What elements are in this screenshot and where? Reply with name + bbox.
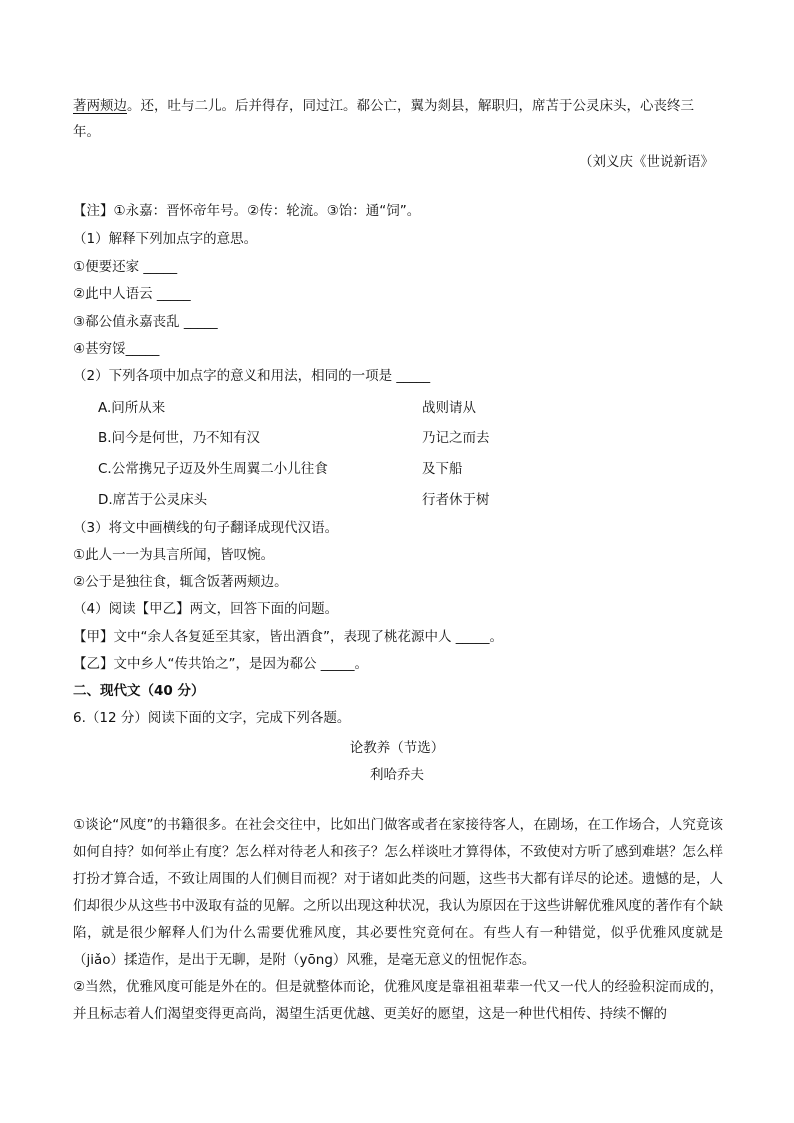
q2-option-a-right: 战则请从 <box>422 400 476 416</box>
article-paragraph-1: ①谈论“风度”的书籍很多。在社会交往中，比如出门做客或者在家接待客人，在剧场，在工作场合，人究竟该如何自持？如何举止有度？怎么样对待老人和孩子？怎么样谈吐才算得体，不致使对方听了感到难堪？怎么样打扮才算合适，不致让周围的人们侧目而视？对于诸如此类的问题，这些书大都有详尽的论述。遗憾的是，人们却很少从这些书中汲取有益的见解。之所以出现这种状况，我认为原因在于这些讲解优雅风度的著作有个缺陷，就是很少解释人们为什么需要优雅风度，其必要性究竟何在。有些人有一种错觉，似乎优雅风度就是（jiǎo）揉造作，是出于无聊，是附（yōng）风雅，是毫无意义的忸怩作态。 <box>73 817 723 968</box>
passage-line-1 <box>73 96 694 116</box>
q2-option-d-left: D.席苫于公灵床头 <box>98 492 208 508</box>
q4-item-jia: 【甲】文中“余人各复延至其家，皆出酒食”，表现了桃花源中人 _____。 <box>73 629 504 645</box>
q1-item: ②此中人语云 _____ <box>73 286 191 302</box>
question-6-stem: 6.（12 分）阅读下面的文字，完成下列各题。 <box>73 710 351 726</box>
q3-item: ②公于是独往食，辄含饭著两颊边。 <box>73 574 288 590</box>
article-paragraph-2: ②当然，优雅风度可能是外在的。但是就整体而论，优雅风度是靠祖祖辈辈一代又一代人的经验积淀而成的，并且标志着人们渴望变得更高尚，渴望生活更优越、更美好的愿望，这是一种世代相传、持续不懈的 <box>73 979 723 1022</box>
passage-text: 。还，吐与二儿。后并得存，同过江。郗公亡，翼为剡县，解职归，席苫于公灵床头，心丧终三 <box>127 98 694 114</box>
section-heading: 二、现代文（40 分） <box>73 683 205 699</box>
q2-option-c-left: C.公常携兄子迈及外生周翼二小儿往食 <box>98 461 328 477</box>
q2-option-c-right: 及下船 <box>422 461 463 477</box>
q4-item-yi: 【乙】文中乡人“传共饴之”，是因为郗公 _____。 <box>73 656 369 672</box>
q2-option-b-left: B.问今是何世，乃不知有汉 <box>98 430 261 446</box>
article-author: 利哈乔夫 <box>370 767 424 783</box>
q1-item: ④甚穷馁_____ <box>73 341 160 357</box>
passage-line-2: 年。 <box>73 124 100 140</box>
article-title: 论教养（节选） <box>349 740 445 756</box>
q1-item: ③郗公值永嘉丧乱 _____ <box>73 314 218 330</box>
q1-item: ①便要还家 _____ <box>73 259 178 275</box>
q2-option-d-right: 行者休于树 <box>422 492 490 508</box>
question-4-stem: （4）阅读【甲乙】两文，回答下面的问题。 <box>73 601 339 617</box>
source-citation: （刘义庆《世说新语》 <box>579 154 714 170</box>
underlined-sentence-end: 著两颊边 <box>73 98 127 114</box>
question-3-stem: （3）将文中画横线的句子翻译成现代汉语。 <box>73 520 339 536</box>
question-1-stem: （1）解释下列加点字的意思。 <box>73 231 258 247</box>
q3-item: ①此人一一为具言所闻，皆叹惋。 <box>73 547 275 563</box>
question-2-stem: （2）下列各项中加点字的意义和用法，相同的一项是 _____ <box>73 368 431 384</box>
q2-option-b-right: 乃记之而去 <box>422 430 490 446</box>
notes: 【注】①永嘉：晋怀帝年号。②传：轮流。③饴：通“饲”。 <box>73 203 421 219</box>
q2-option-a-left: A.问所从来 <box>98 400 166 416</box>
